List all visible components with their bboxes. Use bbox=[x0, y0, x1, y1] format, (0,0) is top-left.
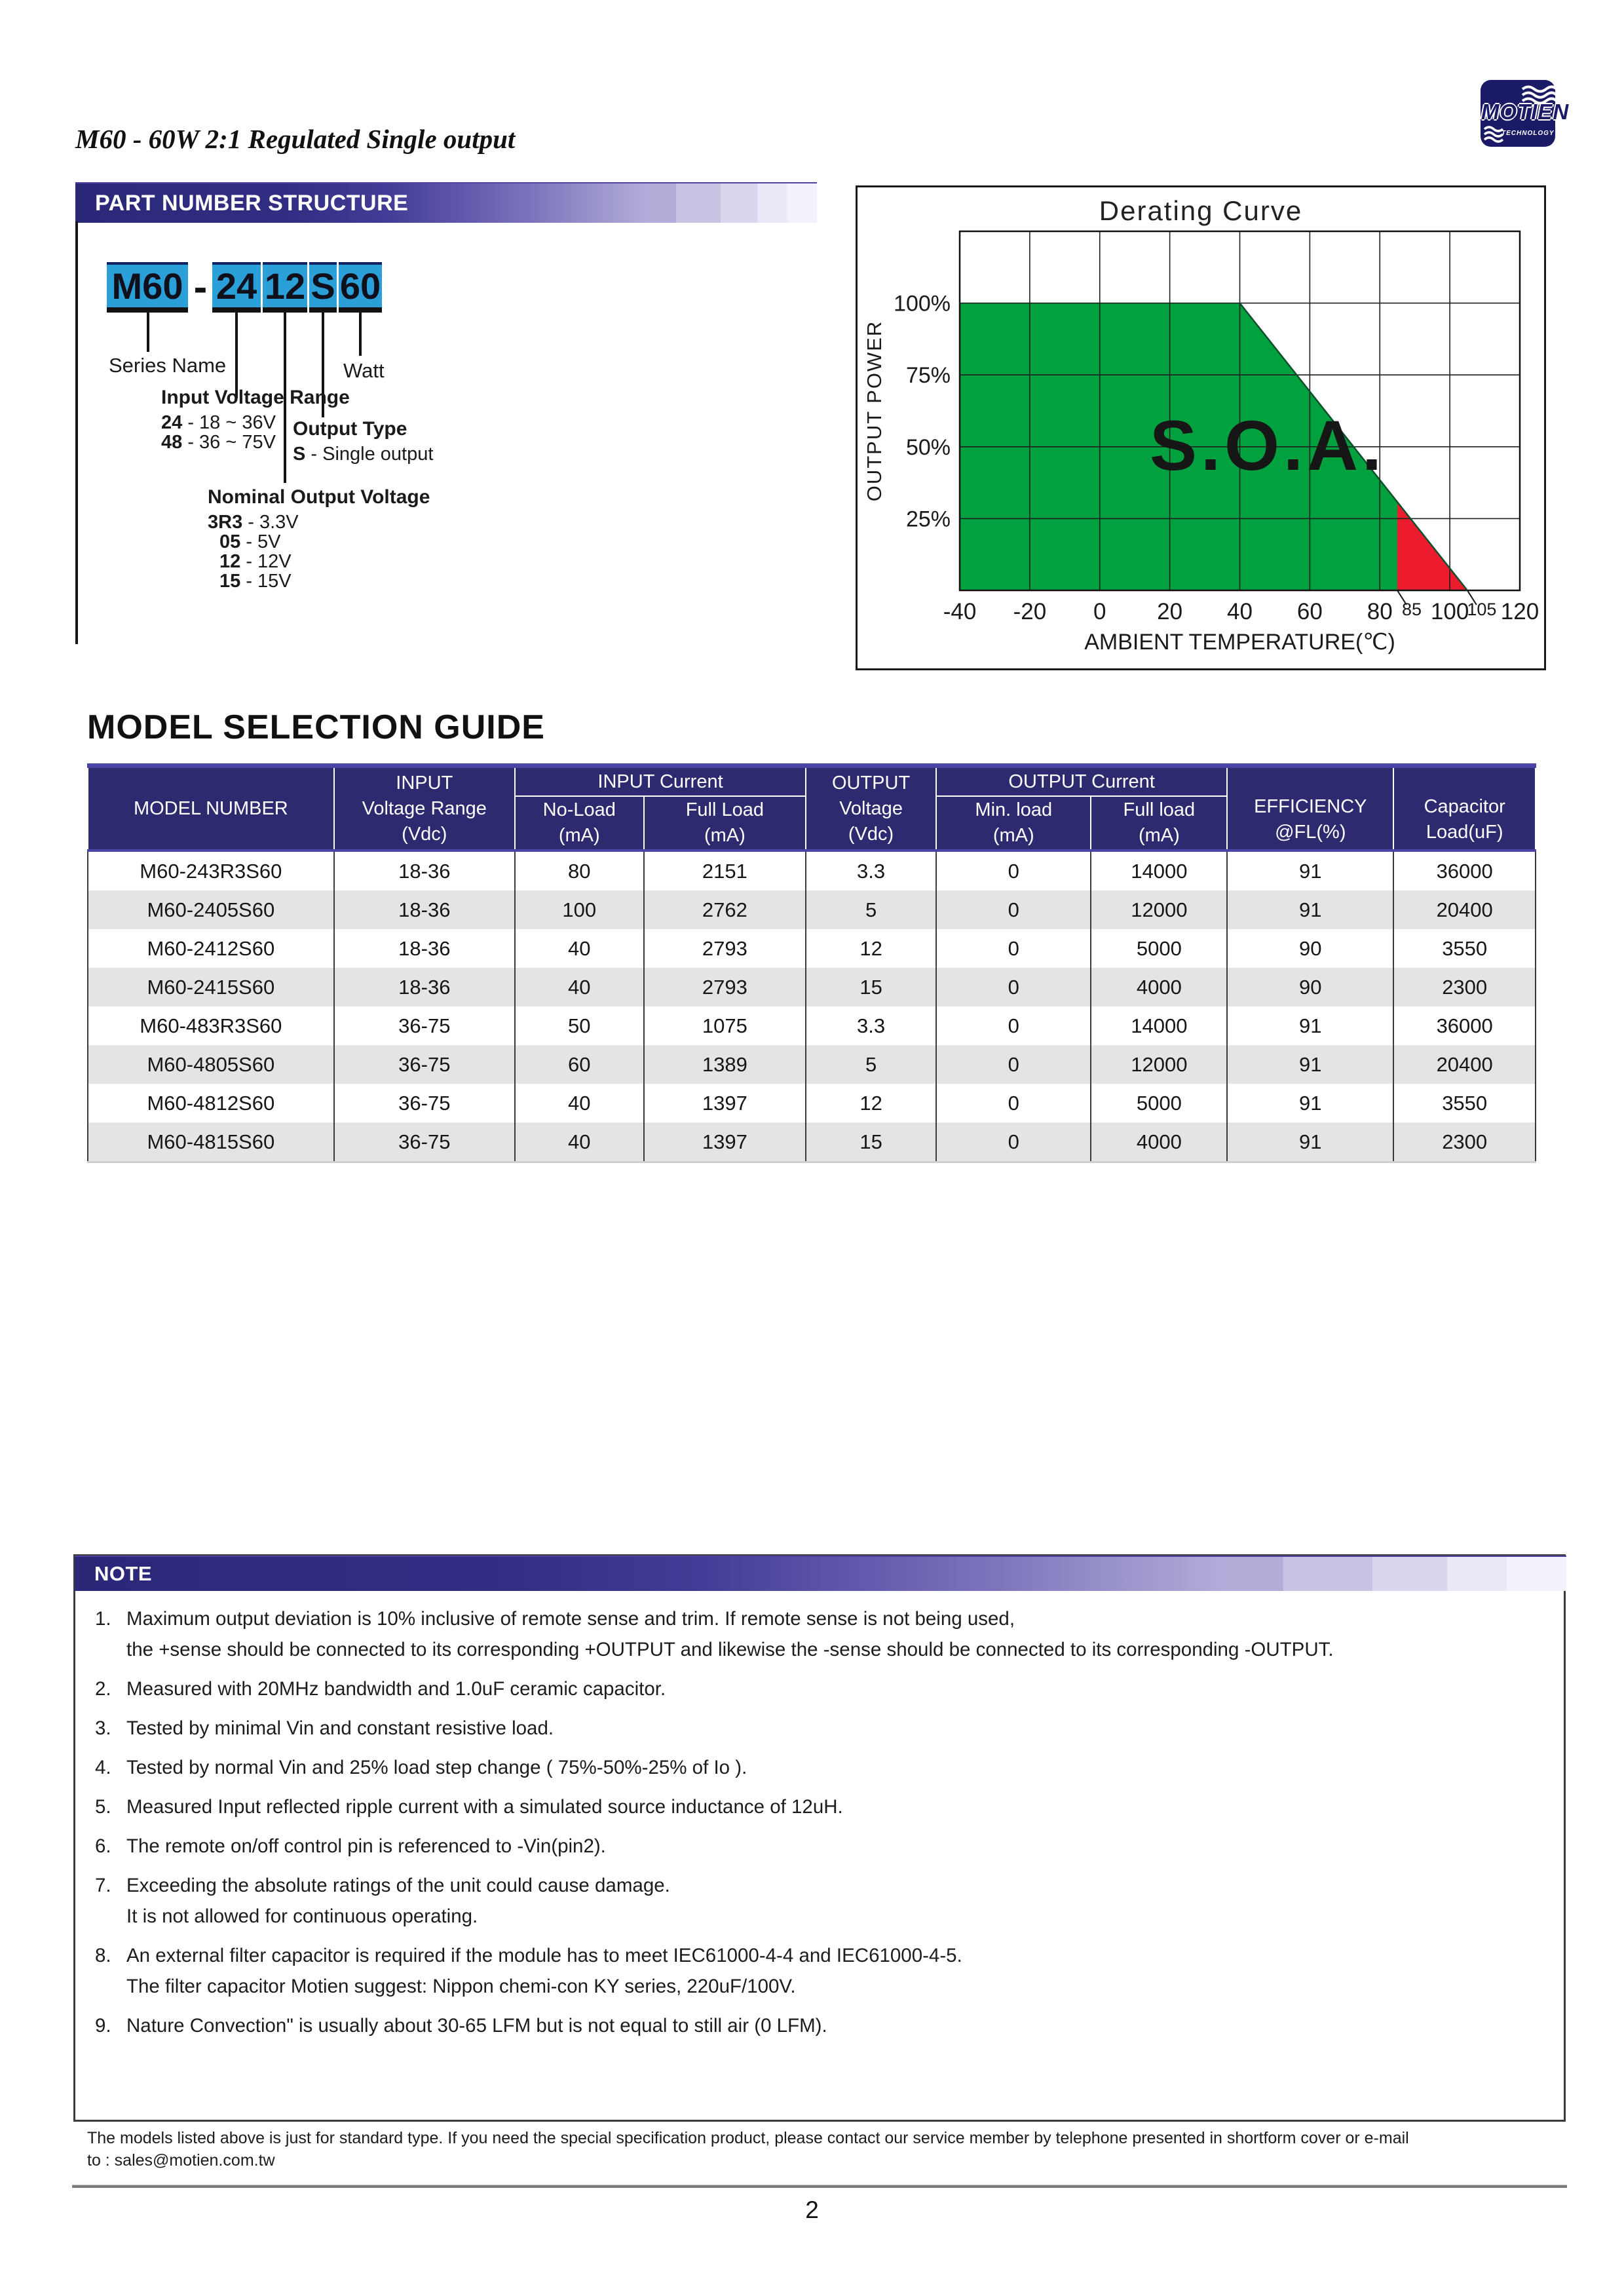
col-header-full-load-input: Full Load (mA) bbox=[644, 796, 806, 851]
part-option: 05 - 5V bbox=[219, 531, 281, 552]
table-cell: 3550 bbox=[1393, 1084, 1536, 1122]
table-row bbox=[88, 1122, 1536, 1162]
note-text bbox=[126, 1752, 1547, 1783]
table-cell: 20400 bbox=[1393, 1045, 1536, 1084]
note-text bbox=[126, 1674, 1547, 1704]
disclaimer-line: The models listed above is just for standard type. If you need the special specification product, please contact our service member by telephone presented in shortform cover or e-mail bbox=[87, 2129, 1409, 2147]
note-number: 3. bbox=[95, 1717, 111, 1739]
table-cell: 40 bbox=[515, 968, 644, 1006]
note-line: Tested by normal Vin and 25% load step change ( 75%-50%-25% of Io ). bbox=[126, 1757, 747, 1778]
derating-curve-panel bbox=[856, 185, 1546, 670]
table-cell: 5000 bbox=[1091, 1084, 1227, 1122]
table-cell: 3.3 bbox=[806, 1006, 936, 1045]
table-cell: 18-36 bbox=[334, 968, 515, 1006]
table-cell: 40 bbox=[515, 1084, 644, 1122]
table-row bbox=[88, 968, 1536, 1006]
series-name-label: Series Name bbox=[109, 354, 227, 377]
table-cell: 91 bbox=[1227, 1006, 1393, 1045]
table-cell: 1397 bbox=[644, 1084, 806, 1122]
note-item bbox=[95, 1940, 1547, 2002]
table-cell: M60-2405S60 bbox=[88, 890, 334, 929]
note-number: 8. bbox=[95, 1945, 111, 1966]
svg-text:-40: -40 bbox=[943, 599, 977, 624]
note-text bbox=[126, 1831, 1547, 1862]
table-cell: M60-2412S60 bbox=[88, 929, 334, 968]
table-row bbox=[88, 929, 1536, 968]
table-cell: 1075 bbox=[644, 1006, 806, 1045]
note-line: The remote on/off control pin is referenced to -Vin(pin2). bbox=[126, 1835, 606, 1857]
table-cell: 0 bbox=[936, 1122, 1091, 1162]
note-text bbox=[126, 1713, 1547, 1744]
svg-text:AMBIENT TEMPERATURE(℃): AMBIENT TEMPERATURE(℃) bbox=[1084, 630, 1395, 655]
table-cell: 2151 bbox=[644, 851, 806, 890]
table-row bbox=[88, 1084, 1536, 1122]
chart-title: Derating Curve bbox=[1099, 195, 1303, 226]
note-number: 2. bbox=[95, 1678, 111, 1700]
nominal-output-voltage-title: Nominal Output Voltage bbox=[208, 486, 430, 508]
table-row bbox=[88, 1045, 1536, 1084]
notes-list bbox=[95, 1603, 1547, 2050]
table-cell: 60 bbox=[515, 1045, 644, 1084]
part-option: 12 - 12V bbox=[219, 551, 292, 572]
table-cell: 91 bbox=[1227, 851, 1393, 890]
svg-text:80: 80 bbox=[1367, 599, 1393, 624]
svg-text:-20: -20 bbox=[1013, 599, 1047, 624]
svg-text:20: 20 bbox=[1157, 599, 1183, 624]
table-cell: M60-4815S60 bbox=[88, 1122, 334, 1162]
table-cell: 5000 bbox=[1091, 929, 1227, 968]
note-text bbox=[126, 1791, 1547, 1822]
part-option: S - Single output bbox=[293, 444, 434, 465]
table-cell: M60-2415S60 bbox=[88, 968, 334, 1006]
note-line: Measured with 20MHz bandwidth and 1.0uF ceramic capacitor. bbox=[126, 1678, 666, 1700]
table-cell: 40 bbox=[515, 929, 644, 968]
table-cell: 2762 bbox=[644, 890, 806, 929]
note-number: 5. bbox=[95, 1796, 111, 1818]
nominal-output-voltage-group bbox=[208, 486, 430, 591]
note-line: Tested by minimal Vin and constant resistive load. bbox=[126, 1717, 554, 1739]
table-cell: 2300 bbox=[1393, 1122, 1536, 1162]
table-cell: 12000 bbox=[1091, 890, 1227, 929]
table-cell: 15 bbox=[806, 968, 936, 1006]
note-number: 6. bbox=[95, 1835, 111, 1857]
svg-text:0: 0 bbox=[1093, 599, 1106, 624]
table-cell: 0 bbox=[936, 1084, 1091, 1122]
note-text bbox=[126, 1940, 1547, 2002]
table-cell: 36-75 bbox=[334, 1084, 515, 1122]
note-text bbox=[126, 2010, 1547, 2041]
table-cell: 36-75 bbox=[334, 1122, 515, 1162]
disclaimer-line: to : sales@motien.com.tw bbox=[87, 2151, 275, 2170]
output-type-title: Output Type bbox=[293, 418, 407, 440]
pn-connector-watt bbox=[359, 313, 362, 356]
part-number-structure-banner-label: PART NUMBER STRUCTURE bbox=[95, 190, 409, 216]
table-cell: 14000 bbox=[1091, 1006, 1227, 1045]
table-cell: 4000 bbox=[1091, 1122, 1227, 1162]
table-cell: 36-75 bbox=[334, 1006, 515, 1045]
logo-wordmark: MOTIEN bbox=[1481, 100, 1570, 124]
table-cell: 18-36 bbox=[334, 890, 515, 929]
table-row bbox=[88, 851, 1536, 890]
col-group-input-current: INPUT Current bbox=[515, 766, 806, 797]
table-cell: 14000 bbox=[1091, 851, 1227, 890]
col-header-input-voltage: INPUT Voltage Range (Vdc) bbox=[334, 766, 515, 851]
table-cell: 0 bbox=[936, 851, 1091, 890]
note-line: It is not allowed for continuous operating. bbox=[126, 1905, 478, 1927]
note-item bbox=[95, 2010, 1547, 2041]
watt-label: Watt bbox=[343, 359, 385, 382]
svg-text:75%: 75% bbox=[905, 363, 951, 389]
motien-logo bbox=[1473, 69, 1577, 155]
svg-text:25%: 25% bbox=[905, 507, 951, 532]
pn-connector-input bbox=[235, 313, 238, 398]
table-cell: 36000 bbox=[1393, 1006, 1536, 1045]
table-cell: 91 bbox=[1227, 1122, 1393, 1162]
table-cell: 3550 bbox=[1393, 929, 1536, 968]
part-option: 3R3 - 3.3V bbox=[208, 512, 299, 533]
col-header-no-load: No-Load (mA) bbox=[515, 796, 644, 851]
pn-box-watt: 60 bbox=[339, 262, 382, 313]
table-cell: 2793 bbox=[644, 968, 806, 1006]
col-header-output-voltage: OUTPUT Voltage (Vdc) bbox=[806, 766, 936, 851]
col-group-output-current: OUTPUT Current bbox=[936, 766, 1227, 797]
table-cell: 4000 bbox=[1091, 968, 1227, 1006]
output-type-group bbox=[293, 418, 433, 464]
table-cell: M60-483R3S60 bbox=[88, 1006, 334, 1045]
svg-text:60: 60 bbox=[1296, 599, 1323, 624]
part-number-structure-banner bbox=[75, 182, 817, 223]
page-number: 2 bbox=[805, 2196, 819, 2223]
table-cell: 5 bbox=[806, 1045, 936, 1084]
table-cell: 91 bbox=[1227, 890, 1393, 929]
note-number: 9. bbox=[95, 2015, 111, 2037]
table-cell: 90 bbox=[1227, 929, 1393, 968]
svg-text:105: 105 bbox=[1467, 600, 1497, 619]
table-cell: 2793 bbox=[644, 929, 806, 968]
svg-text:40: 40 bbox=[1227, 599, 1253, 624]
logo-subtitle: TECHNOLOGY bbox=[1501, 130, 1555, 137]
table-cell: 91 bbox=[1227, 1045, 1393, 1084]
derating-curve-chart bbox=[858, 187, 1544, 668]
table-cell: 0 bbox=[936, 929, 1091, 968]
table-row bbox=[88, 1006, 1536, 1045]
pn-connector-series bbox=[147, 313, 149, 352]
footer-disclaimer bbox=[87, 2127, 1555, 2172]
note-number: 4. bbox=[95, 1757, 111, 1778]
svg-text:S.O.A.: S.O.A. bbox=[1150, 405, 1386, 485]
table-cell: 40 bbox=[515, 1122, 644, 1162]
table-cell: 0 bbox=[936, 890, 1091, 929]
col-header-full-load-output: Full load (mA) bbox=[1091, 796, 1227, 851]
pn-box-output-type: S bbox=[309, 262, 337, 313]
part-option: 48 - 36 ~ 75V bbox=[161, 432, 276, 453]
table-cell: 91 bbox=[1227, 1084, 1393, 1122]
part-option: 24 - 18 ~ 36V bbox=[161, 412, 276, 433]
note-number: 1. bbox=[95, 1608, 111, 1630]
col-header-capacitor: Capacitor Load(uF) bbox=[1393, 766, 1536, 851]
table-cell: 1397 bbox=[644, 1122, 806, 1162]
table-cell: 20400 bbox=[1393, 890, 1536, 929]
table-cell: 36000 bbox=[1393, 851, 1536, 890]
note-number: 7. bbox=[95, 1875, 111, 1896]
table-row bbox=[88, 890, 1536, 929]
note-item bbox=[95, 1674, 1547, 1704]
table-cell: 12 bbox=[806, 929, 936, 968]
svg-text:120: 120 bbox=[1500, 599, 1539, 624]
note-line: Exceeding the absolute ratings of the unit could cause damage. bbox=[126, 1875, 670, 1896]
note-line: Maximum output deviation is 10% inclusive of remote sense and trim. If remote sense is not being used, bbox=[126, 1608, 1015, 1630]
note-panel bbox=[73, 1554, 1566, 2122]
note-line: The filter capacitor Motien suggest: Nippon chemi-con KY series, 220uF/100V. bbox=[126, 1976, 796, 1997]
table-cell: M60-4812S60 bbox=[88, 1084, 334, 1122]
input-voltage-range-title: Input Voltage Range bbox=[161, 387, 350, 408]
table-cell: 100 bbox=[515, 890, 644, 929]
table-cell: 18-36 bbox=[334, 851, 515, 890]
pn-separator: - bbox=[193, 265, 208, 310]
note-line: An external filter capacitor is required if the module has to meet IEC61000-4-4 and IEC61000-4-5. bbox=[126, 1945, 962, 1966]
table-cell: 0 bbox=[936, 1045, 1091, 1084]
model-selection-guide-heading: MODEL SELECTION GUIDE bbox=[87, 708, 545, 746]
table-cell: M60-243R3S60 bbox=[88, 851, 334, 890]
svg-text:100: 100 bbox=[1430, 599, 1469, 624]
note-line: the +sense should be connected to its corresponding +OUTPUT and likewise the -sense should be connected to its corresponding -OUTPUT. bbox=[126, 1639, 1334, 1660]
pn-box-series: M60 bbox=[107, 262, 188, 313]
svg-text:85: 85 bbox=[1401, 600, 1422, 619]
table-cell: 18-36 bbox=[334, 929, 515, 968]
table-cell: 15 bbox=[806, 1122, 936, 1162]
note-item bbox=[95, 1713, 1547, 1744]
note-text bbox=[126, 1603, 1547, 1665]
part-option: 15 - 15V bbox=[219, 571, 292, 592]
table-cell: 0 bbox=[936, 968, 1091, 1006]
note-text bbox=[126, 1870, 1547, 1932]
table-cell: 5 bbox=[806, 890, 936, 929]
col-header-min-load: Min. load (mA) bbox=[936, 796, 1091, 851]
table-cell: 90 bbox=[1227, 968, 1393, 1006]
table-cell: 80 bbox=[515, 851, 644, 890]
col-header-model-number: MODEL NUMBER bbox=[88, 766, 334, 851]
table-cell: 12 bbox=[806, 1084, 936, 1122]
note-banner bbox=[75, 1556, 1566, 1591]
note-line: Measured Input reflected ripple current with a simulated source inductance of 12uH. bbox=[126, 1796, 843, 1818]
note-item bbox=[95, 1831, 1547, 1862]
table-cell: 2300 bbox=[1393, 968, 1536, 1006]
table-cell: 12000 bbox=[1091, 1045, 1227, 1084]
note-item bbox=[95, 1791, 1547, 1822]
page-title: M60 - 60W 2:1 Regulated Single output bbox=[75, 124, 516, 154]
table-cell: 36-75 bbox=[334, 1045, 515, 1084]
footer-rule bbox=[72, 2185, 1567, 2188]
table-cell: M60-4805S60 bbox=[88, 1045, 334, 1084]
note-item bbox=[95, 1870, 1547, 1932]
note-banner-label: NOTE bbox=[94, 1562, 153, 1585]
svg-text:50%: 50% bbox=[905, 434, 951, 460]
note-item bbox=[95, 1752, 1547, 1783]
col-header-efficiency: EFFICIENCY @FL(%) bbox=[1227, 766, 1393, 851]
svg-text:100%: 100% bbox=[894, 291, 951, 316]
model-selection-table bbox=[87, 763, 1536, 1163]
svg-text:OUTPUT POWER: OUTPUT POWER bbox=[863, 320, 886, 502]
note-item bbox=[95, 1603, 1547, 1665]
section-left-rule bbox=[75, 221, 78, 644]
table-cell: 0 bbox=[936, 1006, 1091, 1045]
pn-box-output-voltage: 12 bbox=[263, 262, 307, 313]
table-cell: 3.3 bbox=[806, 851, 936, 890]
note-line: Nature Convection" is usually about 30-65 LFM but is not equal to still air (0 LFM). bbox=[126, 2015, 827, 2037]
table-cell: 50 bbox=[515, 1006, 644, 1045]
table-cell: 1389 bbox=[644, 1045, 806, 1084]
pn-box-input-voltage: 24 bbox=[212, 262, 261, 313]
